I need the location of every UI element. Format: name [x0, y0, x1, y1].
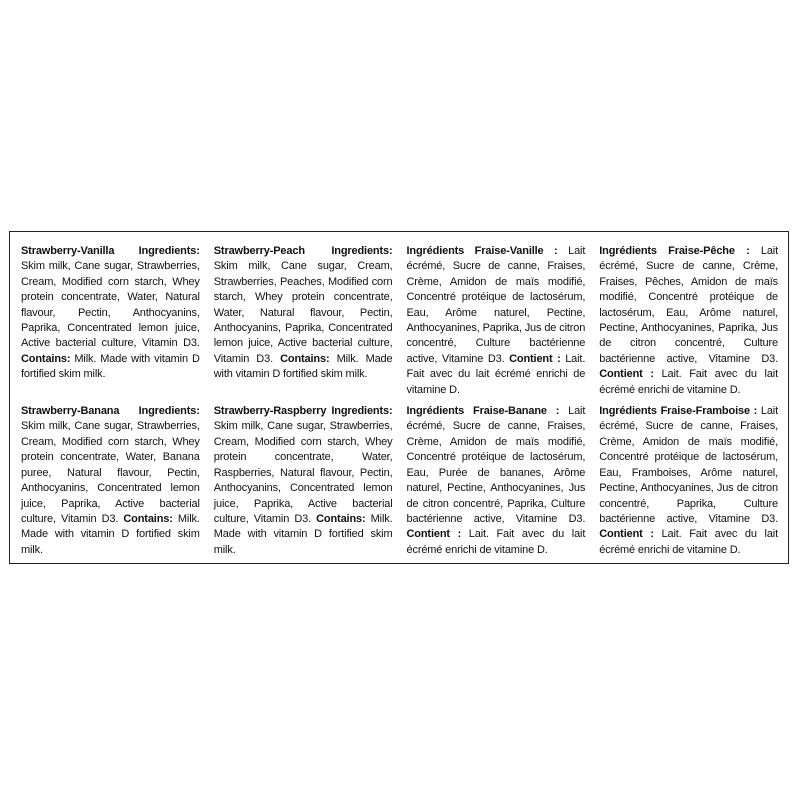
ingredients-strawberry-raspberry-en: [214, 404, 393, 558]
contains-label: Contains:: [280, 352, 330, 365]
ingredients-text: Skim milk, Cane sugar, Strawberries, Cream, Modified corn starch, Whey protein concentrate, Water, Raspberries, Natural flavour, Pectin, Anthocyanins, Concentrated lemon juice, Paprika, Active bacterial culture, Vitamin D3.: [213, 420, 393, 525]
ingredients-text: Lait écrémé, Sucre de canne, Fraises, Crème, Amidon de maïs modifié, Concentré protéique de lactosérum, Eau, Framboises, Arôme naturel, Pectine, Anthocyanines, Jus de citron concentré, Paprika, Culture bactérienne active, Vitamine D3.: [599, 405, 778, 525]
flavour-heading: Strawberry-Peach Ingredients:: [213, 245, 393, 257]
flavour-heading: Strawberry-Vanilla Ingredients:: [21, 245, 200, 257]
ingredients-fraise-framboise-fr: [599, 404, 778, 558]
contains-text: Lait. Fait avec du lait écrémé enrichi de vitamine D.: [599, 528, 779, 556]
flavour-heading: Ingrédients Fraise-Framboise :: [599, 405, 758, 418]
flavour-heading: Strawberry-Banana Ingredients:: [21, 405, 200, 418]
ingredients-text: Skim milk, Cane sugar, Strawberries, Cream, Modified corn starch, Whey protein concentrate, Water, Banana puree, Natural flavour, Pectin, Anthocyanins, Concentrated lemon juice, Paprika, Active bacterial culture, Vitamin D3.: [21, 420, 200, 525]
ingredients-fraise-vanille-fr: [407, 244, 586, 398]
ingredients-strawberry-vanilla-en: [21, 244, 200, 398]
ingredients-text: Lait écrémé, Sucre de canne, Fraises, Crème, Amidon de maïs modifié, Concentré protéique de lactosérum, Eau, Arôme naturel, Pectine, Anthocyanines, Paprika, Jus de citron concentré, Culture bactérienne active, Vitamine D3.: [406, 245, 586, 365]
ingredients-panel: [9, 231, 789, 564]
contains-label: Contient :: [599, 528, 654, 541]
ingredients-text: Lait écrémé, Sucre de canne, Crème, Fraises, Pêches, Amidon de maïs modifié, Concentré protéique de lactosérum, Eau, Arôme naturel, Pectine, Anthocyanines, Paprika, Jus de citron concentré, Culture bactérienne active, Vitamine D3.: [599, 245, 778, 365]
ingredients-text: Skim milk, Cane sugar, Strawberries, Cream, Modified corn starch, Whey protein concentrate, Water, Natural flavour, Pectin, Anthocyanins, Paprika, Concentrated lemon juice, Active bacterial culture, Vitamin D3.: [21, 260, 200, 350]
contains-label: Contient :: [599, 368, 654, 381]
flavour-heading: Strawberry-Raspberry Ingredients:: [213, 405, 393, 418]
contains-text: Milk. Made with vitamin D fortified skim milk.: [21, 512, 200, 556]
contains-label: Contains:: [123, 512, 173, 525]
flavour-heading: Ingrédients Fraise-Vanille :: [406, 245, 558, 257]
contains-text: Lait. Fait avec du lait écrémé enrichi de vitamine D.: [599, 368, 779, 396]
contains-label: Contient :: [509, 352, 561, 365]
ingredients-strawberry-peach-en: [214, 244, 393, 398]
flavour-heading: Ingrédients Fraise-Banane :: [406, 405, 560, 418]
contains-text: Milk. Made with vitamin D fortified skim milk.: [213, 352, 393, 381]
contains-label: Contains:: [21, 352, 71, 365]
ingredients-fraise-banane-fr: [407, 404, 586, 558]
contains-text: Lait. Fait avec du lait écrémé enrichi de vitamine D.: [406, 352, 586, 396]
contains-text: Lait. Fait avec du lait écrémé enrichi de vitamine D.: [406, 528, 586, 556]
ingredients-text: Skim milk, Cane sugar, Cream, Strawberries, Peaches, Modified corn starch, Whey protein concentrate, Water, Natural flavour, Pectin, Anthocyanins, Paprika, Concentrated lemon juice, Active bacterial culture, Vitamin D3.: [213, 260, 393, 365]
ingredients-fraise-peche-fr: [599, 244, 778, 398]
ingredients-text: Lait écrémé, Sucre de canne, Fraises, Crème, Amidon de maïs modifié, Concentré protéique de lactosérum, Eau, Purée de bananes, Arôme naturel, Pectine, Anthocyanines, Jus de citron concentré, Paprika, Culture bactérienne active, Vitamine D3.: [406, 405, 586, 525]
flavour-heading: Ingrédients Fraise-Pêche :: [599, 245, 750, 257]
contains-text: Milk. Made with vitamin D fortified skim milk.: [213, 512, 393, 556]
contains-label: Contains:: [316, 512, 366, 525]
ingredients-strawberry-banana-en: [21, 404, 200, 558]
contains-label: Contient :: [406, 528, 462, 541]
contains-text: Milk. Made with vitamin D fortified skim milk.: [21, 352, 200, 381]
